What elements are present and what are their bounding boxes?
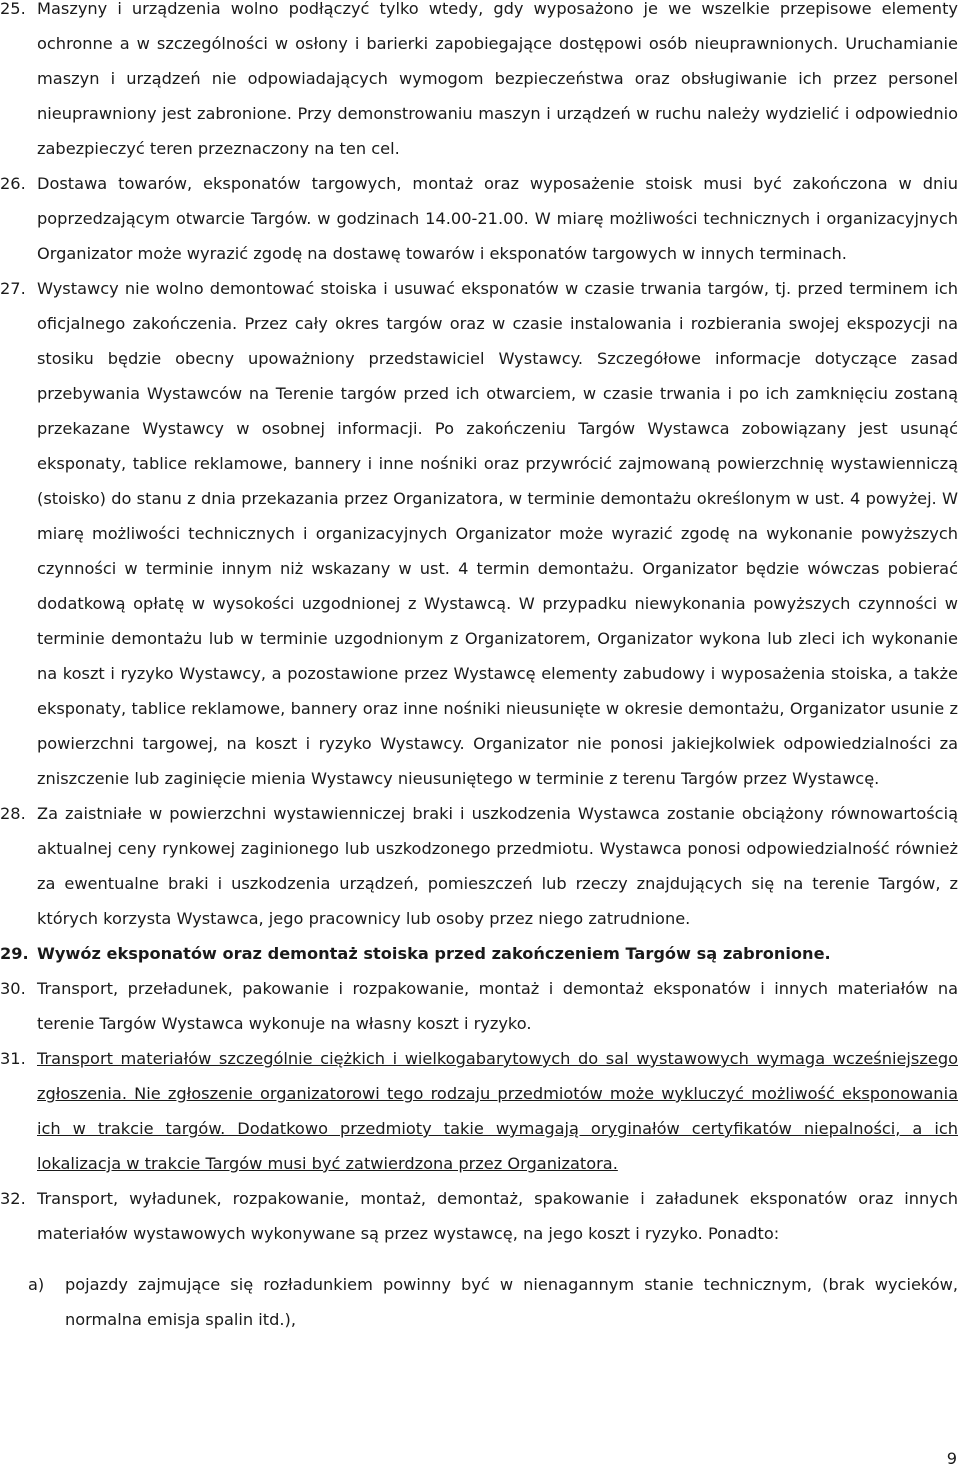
paragraph-26 <box>0 166 960 271</box>
paragraph-number: 31. <box>0 1049 26 1068</box>
paragraph-30 <box>0 971 960 1041</box>
paragraph-29 <box>0 936 960 971</box>
paragraph-text: Transport, wyładunek, rozpakowanie, montaż, demontaż, spakowanie i załadunek eksponatów oraz innych materiałów wystawowych wykonywane są przez wystawcę, na jego koszt i ryzyko. Ponadto: <box>37 1189 958 1243</box>
paragraph-number: 26. <box>0 174 26 193</box>
paragraph-text: Wystawcy nie wolno demontować stoiska i usuwać eksponatów w czasie trwania targów, tj. przed terminem ich oficjalnego zakończenia. Przez cały okres targów oraz w czasie instalowania i rozbierania swojej ekspozycji na stosiku będzie obecny upoważniony przedstawiciel Wystawcy. Szczegółowe informacje dotyczące zasad przebywania Wystawców na Terenie targów przed ich otwarciem, w czasie trwania i po ich zamknięciu zostaną przekazane Wystawcy w osobnej informacji. Po zakończeniu Targów Wystawca zobowiązany jest usunąć eksponaty, tablice reklamowe, bannery i inne nośniki oraz przywrócić zajmowaną powierzchnię wystawienniczą (stoisko) do stanu z dnia przekazania przez Organizatora, w terminie demontażu określonym w ust. 4 powyżej. W miarę możliwości technicznych i organizacyjnych Organizator może wyrazić zgodę na wykonanie powyższych czynności w terminie innym niż wskazany w ust. 4 termin demontażu. Organizator będzie wówczas pobierać dodatkową opłatę w wysokości uzgodnionej z Wystawcą. W przypadku niewykonania powyższych czynności w terminie demontażu lub w terminie uzgodnionym z Organizatorem, Organizator wykona lub zleci ich wykonanie na koszt i ryzyko Wystawcy, a pozostawione przez Wystawcę elementy zabudowy i wyposażenia stoiska, a także eksponaty, tablice reklamowe, bannery oraz inne nośniki nieusunięte w okresie demontażu, Organizator usunie z powierzchni targowej, na koszt i ryzyko Wystawcy. Organizator nie ponosi jakiejkolwiek odpowiedzialności za zniszczenie lub zaginięcie mienia Wystawcy nieusuniętego w terminie z terenu Targów przez Wystawcę. <box>37 279 958 788</box>
paragraph-text: Dostawa towarów, eksponatów targowych, montaż oraz wyposażenie stoisk musi być zakończona w dniu poprzedzającym otwarcie Targów. w godzinach 14.00-21.00. W miarę możliwości technicznych i organizacyjnych Organizator może wyrazić zgodę na dostawę towarów i eksponatów targowych w innych terminach. <box>37 174 958 263</box>
paragraph-text: Maszyny i urządzenia wolno podłączyć tylko wtedy, gdy wyposażono je we wszelkie przepisowe elementy ochronne a w szczególności w osłony i barierki zapobiegające dostępowi osób nieuprawnionych. Uruchamianie maszyn i urządzeń nie odpowiadających wymogom bezpieczeństwa oraz obsługiwanie ich przez personel nieuprawniony jest zabronione. Przy demonstrowaniu maszyn i urządzeń w ruchu należy wydzielić i odpowiednio zabezpieczyć teren przeznaczony na ten cel. <box>37 0 958 158</box>
subparagraph-text: pojazdy zajmujące się rozładunkiem powinny być w nienagannym stanie technicznym, (brak wycieków, normalna emisja spalin itd.), <box>65 1275 958 1330</box>
paragraph-text: Transport materiałów szczególnie ciężkich i wielkogabarytowych do sal wystawowych wymaga wcześniejszego zgłoszenia. Nie zgłoszenie organizatorowi tego rodzaju przedmiotów może wykluczyć możliwość eksponowania ich w trakcie targów. Dodatkowo przedmioty takie wymagają oryginałów certyfikatów niepalności, a ich lokalizacja w trakcie Targów musi być zatwierdzona przez Organizatora. <box>37 1049 958 1173</box>
paragraph-number: 27. <box>0 279 26 298</box>
paragraph-text: Transport, przeładunek, pakowanie i rozpakowanie, montaż i demontaż eksponatów i innych materiałów na terenie Targów Wystawca wykonuje na własny koszt i ryzyko. <box>37 979 958 1033</box>
paragraph-number: 29. <box>0 944 29 963</box>
paragraph-number: 32. <box>0 1189 26 1208</box>
paragraph-text: Wywóz eksponatów oraz demontaż stoiska przed zakończeniem Targów są zabronione. <box>37 944 831 963</box>
paragraph-number: 25. <box>0 0 26 18</box>
paragraph-text: Za zaistniałe w powierzchni wystawienniczej braki i uszkodzenia Wystawca zostanie obciążony równowartością aktualnej ceny rynkowej zaginionego lub uszkodzonego przedmiotu. Wystawca ponosi odpowiedzialność również za ewentualne braki i uszkodzenia urządzeń, pomieszczeń lub rzeczy znajdujących się na terenie Targów, z których korzysta Wystawca, jego pracownicy lub osoby przez niego zatrudnione. <box>37 804 958 928</box>
paragraph-27 <box>0 271 960 796</box>
page-number: 9 <box>946 1449 957 1468</box>
subparagraph-a <box>0 1267 960 1337</box>
paragraph-31 <box>0 1041 960 1181</box>
paragraph-28 <box>0 796 960 936</box>
paragraph-number: 28. <box>0 804 26 823</box>
subparagraph-letter: a) <box>28 1275 45 1295</box>
paragraph-number: 30. <box>0 979 26 998</box>
paragraph-25 <box>0 0 960 166</box>
paragraph-32 <box>0 1181 960 1251</box>
